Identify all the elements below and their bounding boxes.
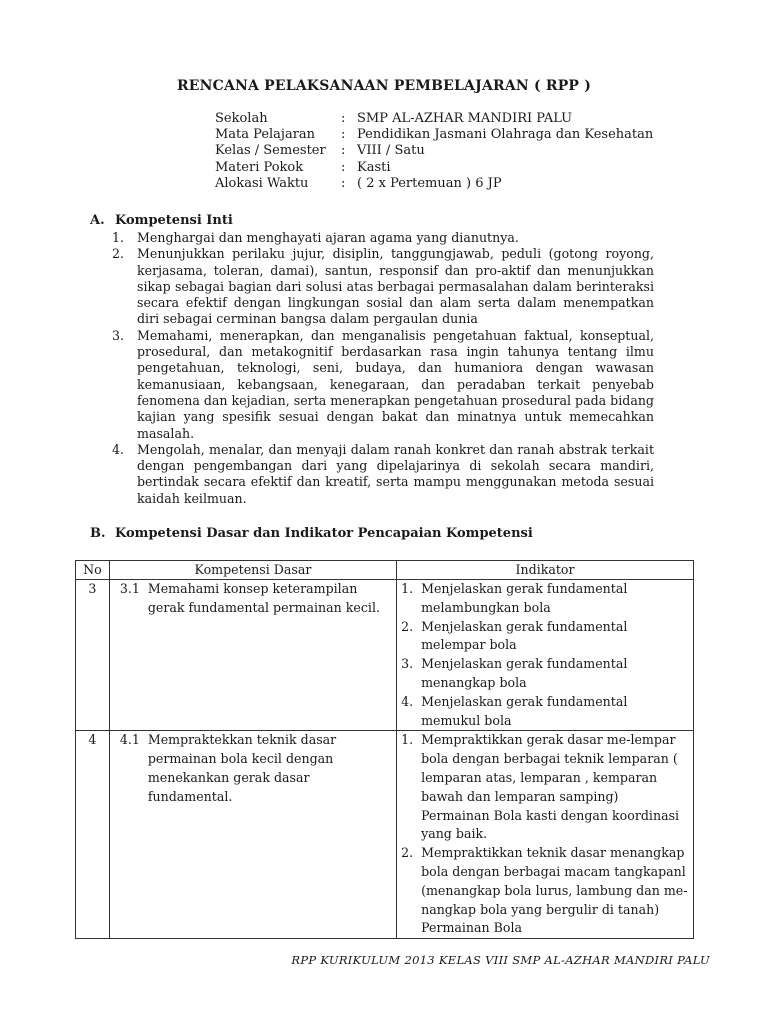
document-info xyxy=(215,111,653,192)
header-no: No xyxy=(76,561,110,580)
info-colon: : xyxy=(341,111,346,126)
list-text: Memahami, menerapkan, dan menganalisis pengetahuan faktual, konseptual, prosedural, dan metakognitif berdasarkan rasa ingin tahunya tentang ilmu pengetahuan, teknologi, seni, budaya, dan humaniora dengan wawasan kemanusiaan, kebangsaan, kenegaraan, dan peradaban terkait penyebab fenomena dan kejadian, serta menerapkan pengetahuan prosedural pada bidang kajian yang spesifik sesuai dengan bakat dan minatnya untuk memecahkan masalah. xyxy=(137,327,654,441)
indicator-number: 2. xyxy=(401,618,414,634)
info-label: Sekolah xyxy=(215,111,268,126)
kompetensi-inti-list xyxy=(112,230,654,507)
list-item xyxy=(112,246,654,327)
info-label: Materi Pokok xyxy=(215,159,304,175)
section-b-heading xyxy=(90,526,533,541)
indicator-text: Menjelaskan gerak fundamental memukul bola xyxy=(421,693,628,728)
list-number: 2. xyxy=(112,246,125,262)
list-item xyxy=(112,230,654,246)
indicator-item xyxy=(397,693,693,731)
table-row xyxy=(76,731,694,939)
indicator-item xyxy=(397,731,693,844)
info-row-mata-pelajaran xyxy=(215,127,653,143)
indicator-text: Menjelaskan gerak fundamental melambungkan bola xyxy=(421,581,628,615)
info-row-materi-pokok xyxy=(215,160,653,176)
indicator-number: 3. xyxy=(401,656,414,672)
info-label: Mata Pelajaran xyxy=(215,127,316,143)
table-header-row xyxy=(76,561,694,580)
kompetensi-table xyxy=(75,560,694,939)
section-letter: B. xyxy=(90,526,106,541)
indicator-item xyxy=(397,844,693,938)
list-number: 1. xyxy=(112,230,125,245)
info-value: Kasti xyxy=(357,159,391,175)
info-label: Kelas / Semester xyxy=(215,143,326,159)
info-colon: : xyxy=(341,175,346,191)
indicator-text: Mempraktikkan teknik dasar menangkap bola dengan berbagai macam tangkapanl (menangkap bola lurus, lambung dan me-nangkap bola yang bergulir di tanah) Permainan Bola xyxy=(421,845,688,936)
indicator-item xyxy=(397,618,693,656)
list-item xyxy=(112,442,654,507)
page-footer: RPP KURIKULUM 2013 KELAS VIII SMP AL-AZHAR MANDIRI PALU xyxy=(291,953,710,967)
kompetensi-dasar-cell xyxy=(109,731,396,939)
indicator-number: 2. xyxy=(401,845,414,861)
section-letter: A. xyxy=(90,213,105,228)
info-value: ( 2 x Pertemuan ) 6 JP xyxy=(357,175,502,191)
indikator-cell xyxy=(397,580,694,731)
section-a-heading xyxy=(90,213,233,228)
indicator-text: Menjelaskan gerak fundamental menangkap bola xyxy=(421,656,628,690)
info-row-kelas-semester xyxy=(215,143,653,159)
list-number: 3. xyxy=(112,327,125,343)
header-indikator: Indikator xyxy=(397,561,694,580)
indicator-text: Menjelaskan gerak fundamental melempar bola xyxy=(421,618,628,653)
list-text: Menunjukkan perilaku jujur, disiplin, tanggungjawab, peduli (gotong royong, kerjasama, toleran, damai), santun, responsif dan pro-aktif dan menunjukkan sikap sebagai bagian dari solusi atas berbagai permasalahan dalam berinteraksi secara efektif dengan lingkungan sosial dan alam serta dalam menempatkan diri sebagai cerminan bangsa dalam pergaulan dunia xyxy=(137,246,654,327)
kd-text: Mempraktekkan teknik dasar permainan bola kecil dengan menekankan gerak dasar fundamental. xyxy=(147,732,337,804)
info-label: Alokasi Waktu xyxy=(215,175,309,191)
section-title: Kompetensi Inti xyxy=(115,213,233,228)
info-row-alokasi-waktu xyxy=(215,176,653,192)
row-number: 3 xyxy=(76,580,110,731)
indicator-item xyxy=(397,655,693,693)
info-row-sekolah xyxy=(215,111,653,127)
info-colon: : xyxy=(341,127,346,143)
row-number: 4 xyxy=(76,731,110,939)
indicator-text: Mempraktikkan gerak dasar me-lempar bola dengan berbagai teknik lemparan ( lemparan atas, lemparan , kemparan bawah dan lemparan samping) Permainan Bola kasti dengan koordinasi yang baik. xyxy=(421,732,680,842)
info-value: VIII / Satu xyxy=(357,143,425,159)
indicator-number: 1. xyxy=(401,732,414,748)
list-number: 4. xyxy=(112,441,125,457)
info-value: Pendidikan Jasmani Olahraga dan Kesehatan xyxy=(357,127,654,143)
info-colon: : xyxy=(341,159,346,175)
info-colon: : xyxy=(341,143,346,159)
indikator-cell xyxy=(397,731,694,939)
indicator-number: 1. xyxy=(401,581,414,596)
kd-text: Memahami konsep keterampilan gerak fundamental permainan kecil. xyxy=(147,581,380,615)
info-value: SMP AL-AZHAR MANDIRI PALU xyxy=(357,111,573,126)
indicator-number: 4. xyxy=(401,693,414,709)
section-title: Kompetensi Dasar dan Indikator Pencapaian Kompetensi xyxy=(115,526,533,541)
kd-number: 3.1 xyxy=(119,581,140,596)
list-text: Mengolah, menalar, dan menyaji dalam ranah konkret dan ranah abstrak terkait dengan pengembangan dari yang dipelajarinya di sekolah secara mandiri, bertindak secara efektif dan kreatif, serta mampu menggunakan metoda sesuai kaidah keilmuan. xyxy=(137,441,654,506)
indicator-item xyxy=(397,580,693,618)
list-item xyxy=(112,328,654,442)
list-text: Menghargai dan menghayati ajaran agama yang dianutnya. xyxy=(137,230,519,245)
table-row xyxy=(76,580,694,731)
header-kompetensi-dasar: Kompetensi Dasar xyxy=(109,561,396,580)
kd-number: 4.1 xyxy=(119,732,140,748)
kompetensi-dasar-cell xyxy=(109,580,396,731)
document-title: RENCANA PELAKSANAAN PEMBELAJARAN ( RPP ) xyxy=(176,78,592,94)
